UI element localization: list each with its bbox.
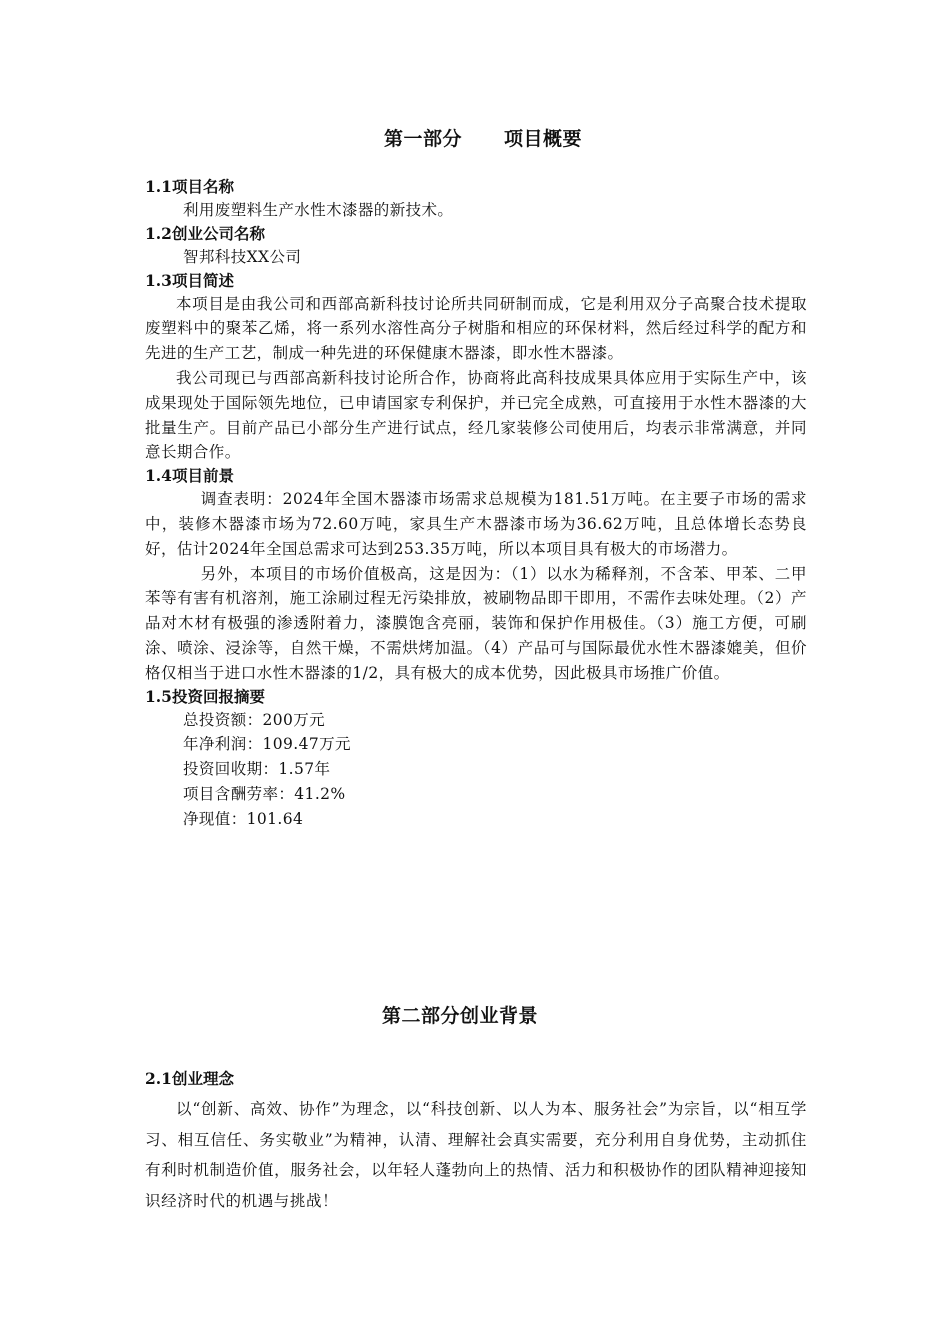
section-1-4-heading: 1.4项目前景 [145, 466, 234, 486]
section-1-2-heading: 1.2创业公司名称 [145, 223, 265, 243]
part1-content [145, 176, 807, 832]
part1-title-a: 第一部分 [383, 128, 462, 150]
section-1-3-heading: 1.3项目简述 [145, 270, 234, 290]
project-prospect-paragraph-1: 调查表明：2024年全国木器漆市场需求总规模为181.51万吨。在主要子市场的需求中，装修木器漆市场为72.60万吨，家具生产木器漆市场为36.62万吨，且总体增长态势良好，估计2024年全国总需求可达到253.35万吨，所以本项目具有极大的市场潜力。 [145, 490, 807, 558]
investment-item: 净现值：101.64 [183, 809, 304, 828]
investment-item: 投资回收期：1.57年 [183, 760, 331, 779]
company-name-text: 智邦科技XX公司 [183, 247, 302, 266]
part1-title-b: 项目概要 [504, 128, 583, 150]
part2-title: 第二部分创业背景 [381, 1005, 538, 1027]
section-2-1-heading: 2.1创业理念 [145, 1069, 234, 1088]
project-summary-paragraph-1: 本项目是由我公司和西部高新科技讨论所共同研制而成，它是利用双分子高聚合技术提取废塑料中的聚苯乙烯，将一系列水溶性高分子树脂和相应的环保材料，然后经过科学的配方和先进的生产工艺，制成一种先进的环保健康木器漆，即水性木器漆。 [145, 294, 807, 363]
section-1-1-heading: 1.1项目名称 [145, 177, 234, 196]
part1-title [8, 124, 950, 151]
section-1-5-heading: 1.5投资回报摘要 [145, 686, 265, 706]
investment-item: 项目含酬劳率：41.2% [183, 784, 346, 803]
business-philosophy-paragraph: 以“创新、高效、协作”为理念，以“科技创新、以人为本、服务社会”为宗旨，以“相互学习、相互信任、务实敬业”为精神，认清、理解社会真实需要，充分利用自身优势，主动抓住有利时机制造价值，服务社会，以年轻人蓬勃向上的热情、活力和积极协作的团队精神迎接知识经济时代的机遇与挑战！ [145, 1100, 807, 1210]
part2-content [145, 1068, 807, 1216]
investment-item: 总投资额：200万元 [183, 710, 326, 729]
project-name-text: 利用废塑料生产水性木漆器的新技术。 [183, 201, 454, 219]
investment-item: 年净利润：109.47万元 [183, 735, 351, 754]
project-prospect-paragraph-2: 另外，本项目的市场价值极高，这是因为：（1）以水为稀释剂，不含苯、甲苯、二甲苯等有害有机溶剂，施工涂刷过程无污染排放，被刷物品即干即用，不需作去味处理。（2）产品对木材有极强的渗透附着力，漆膜饱含亮丽，装饰和保护作用极佳。（3）施工方便，可刷涂、喷涂、浸涂等，自然干燥，不需烘烤加温。（4）产品可与国际最优水性木器漆媲美，但价格仅相当于进口水性木器漆的1/2，具有极大的成本优势，因此极具市场推广价值。 [145, 564, 807, 682]
project-summary-paragraph-2: 我公司现已与西部高新科技讨论所合作，协商将此高科技成果具体应用于实际生产中，该成果现处于国际领先地位，已申请国家专利保护，并已完全成熟，可直接用于水性木器漆的大批量生产。目前产品已小部分生产进行试点，经几家装修公司使用后，均表示非常满意，并同意长期合作。 [145, 368, 807, 462]
